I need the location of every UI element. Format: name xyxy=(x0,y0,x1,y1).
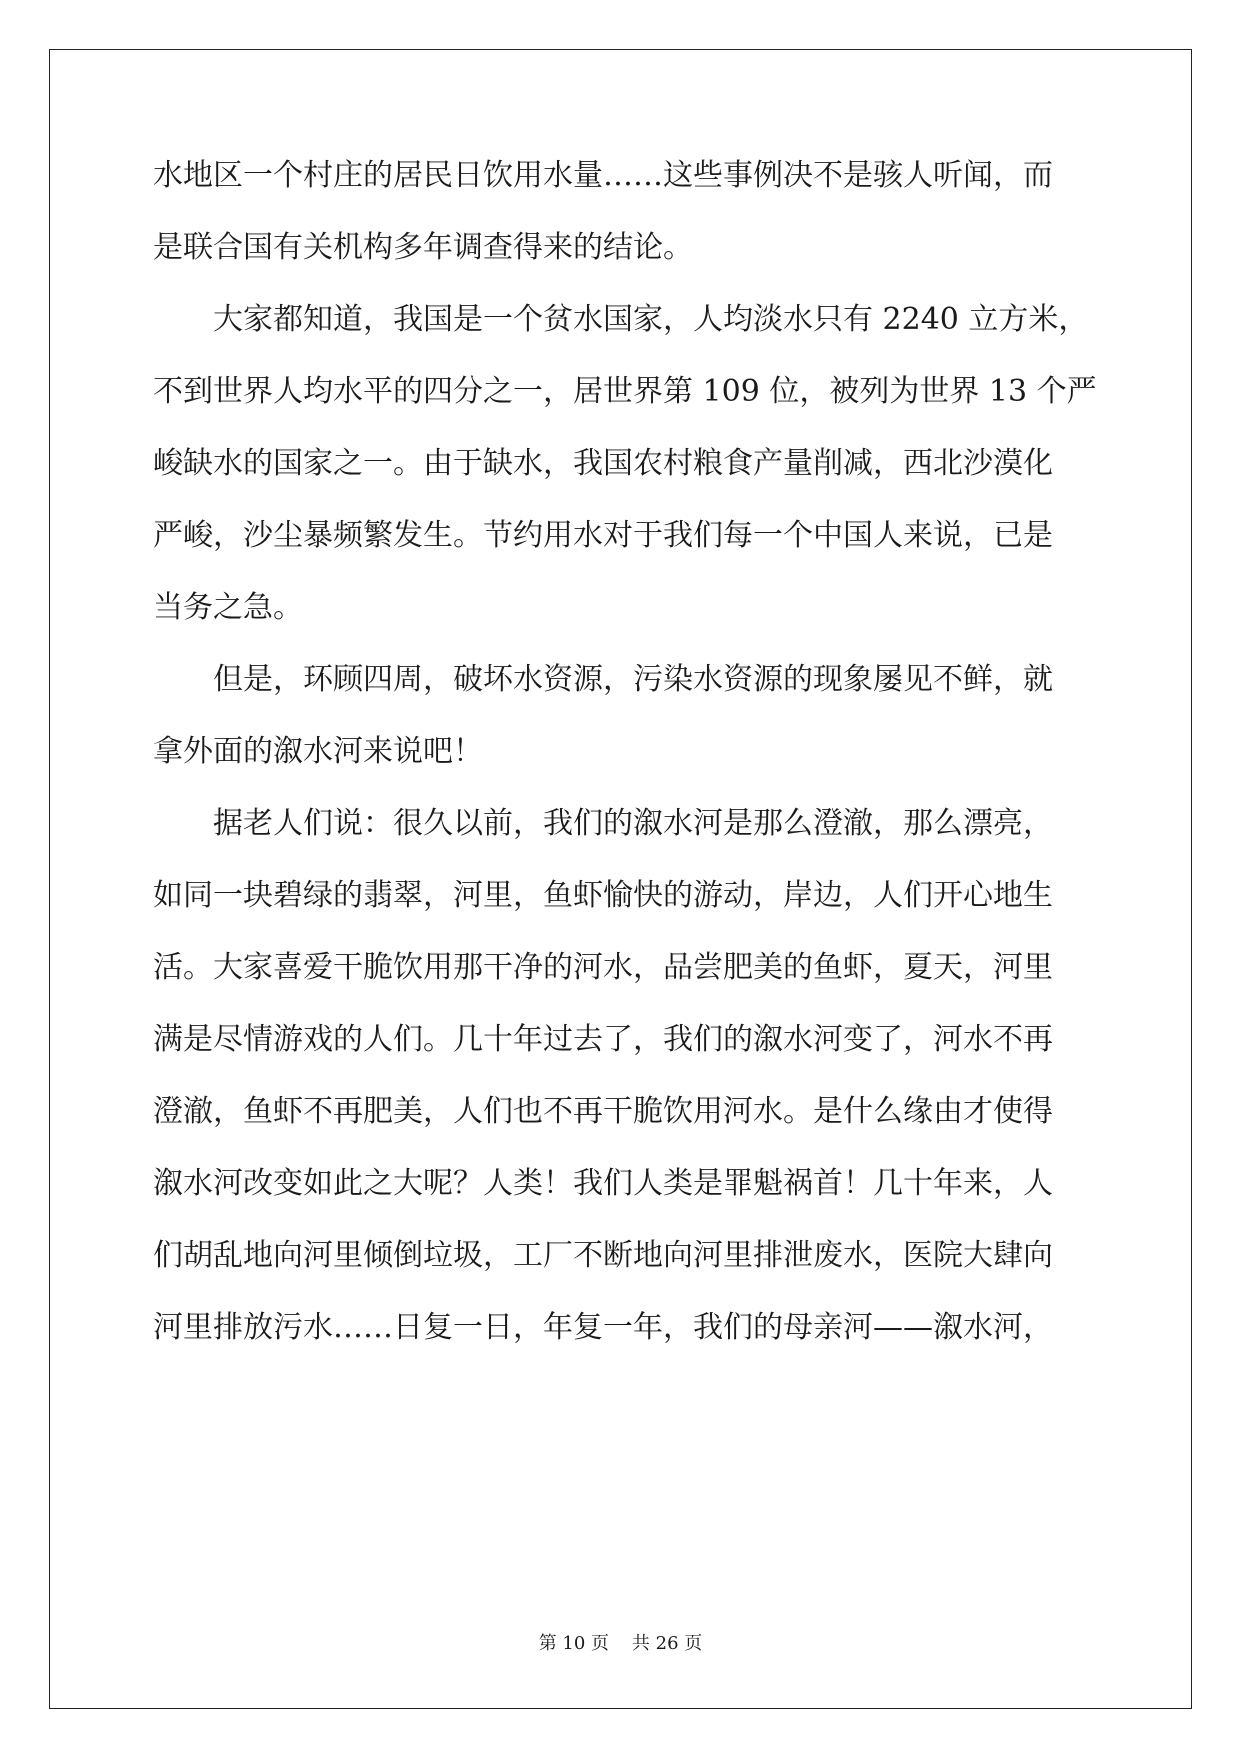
text-line: 拿外面的溆水河来说吧！ xyxy=(153,734,483,769)
text-line: 但是，环顾四周，破坏水资源，污染水资源的现象屡见不鲜，就 xyxy=(213,662,1053,697)
text-line: 如同一块碧绿的翡翠，河里，鱼虾愉快的游动，岸边，人们开心地生 xyxy=(153,878,1053,913)
text-line: 据老人们说：很久以前，我们的溆水河是那么澄澈，那么漂亮， xyxy=(213,806,1053,841)
text-line: 水地区一个村庄的居民日饮用水量……这些事例决不是骇人听闻，而 xyxy=(153,158,1053,193)
text-line: 不到世界人均水平的四分之一，居世界第 109 位，被列为世界 13 个严 xyxy=(153,374,1097,409)
text-line: 澄澈，鱼虾不再肥美，人们也不再干脆饮用河水。是什么缘由才使得 xyxy=(153,1094,1053,1129)
page-number: 第 10 页 共 26 页 xyxy=(538,1633,703,1654)
text-line: 满是尽情游戏的人们。几十年过去了，我们的溆水河变了，河水不再 xyxy=(153,1022,1053,1057)
text-line: 当务之急。 xyxy=(153,590,303,625)
text-line: 们胡乱地向河里倾倒垃圾，工厂不断地向河里排泄废水，医院大肆向 xyxy=(153,1238,1053,1273)
text-line: 是联合国有关机构多年调查得来的结论。 xyxy=(153,230,693,265)
text-line: 溆水河改变如此之大呢？人类！我们人类是罪魁祸首！几十年来，人 xyxy=(153,1166,1053,1201)
text-line: 大家都知道，我国是一个贫水国家，人均淡水只有 2240 立方米， xyxy=(213,302,1089,337)
text-line: 严峻，沙尘暴频繁发生。节约用水对于我们每一个中国人来说，已是 xyxy=(153,518,1053,553)
text-line: 峻缺水的国家之一。由于缺水，我国农村粮食产量削减，西北沙漠化 xyxy=(153,446,1053,481)
text-line: 河里排放污水……日复一日，年复一年，我们的母亲河——溆水河， xyxy=(153,1310,1053,1345)
text-line: 活。大家喜爱干脆饮用那干净的河水，品尝肥美的鱼虾，夏天，河里 xyxy=(153,950,1053,985)
